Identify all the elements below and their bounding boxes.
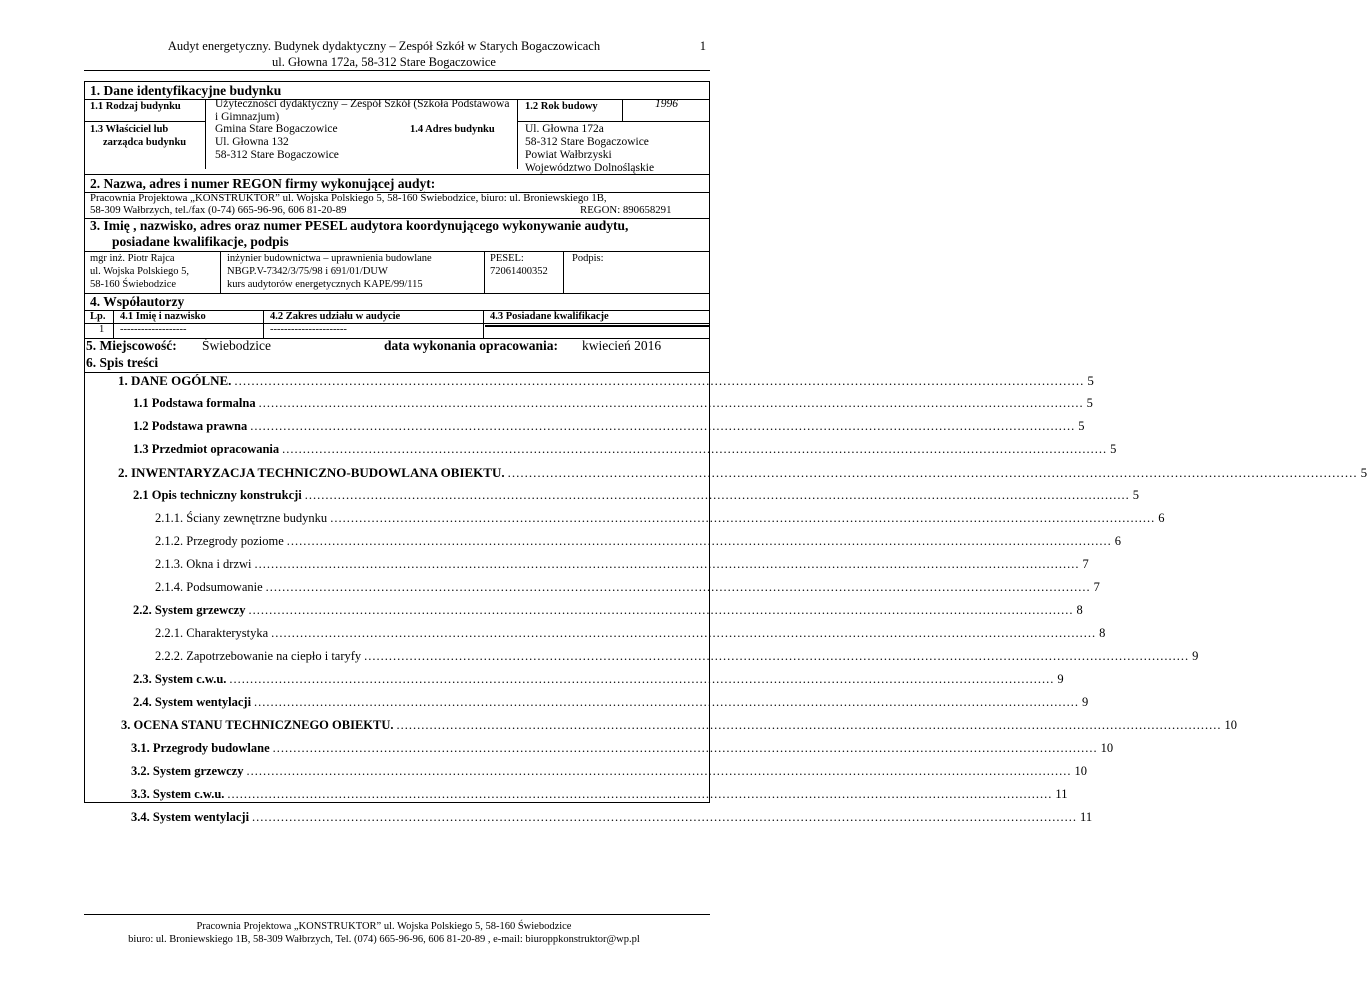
toc-leader: ........................................................................................................................................................................................................ [396, 718, 1222, 732]
toc-page: 5 [1087, 373, 1094, 388]
toc-page: 8 [1099, 626, 1106, 640]
toc-leader: ........................................................................................................................................................................................................ [282, 442, 1108, 456]
auditor-address-1: ul. Wojska Polskiego 5, [90, 266, 190, 277]
toc-row[interactable] [155, 557, 1089, 572]
toc-leader: ........................................................................................................................................................................................................ [248, 603, 1074, 617]
row-name: ------------------- [120, 324, 187, 335]
toc-row[interactable] [118, 465, 1367, 481]
toc-page: 10 [1224, 718, 1238, 732]
toc-label: 2.2.1. Charakterystyka [155, 626, 269, 640]
adres-label: 1.4 Adres budynku [410, 124, 495, 135]
toc-page: 7 [1093, 580, 1100, 594]
toc-row[interactable] [133, 603, 1083, 618]
section-3-title-1: 3. Imię , nazwisko, adres oraz numer PESEL audytora koordynującego wykonywanie audytu, [90, 218, 629, 233]
toc-label: 2.2.2. Zapotrzebowanie na ciepło i taryfy [155, 649, 362, 663]
toc-row[interactable] [131, 810, 1093, 825]
toc-row[interactable] [155, 534, 1122, 549]
toc-row[interactable] [133, 419, 1085, 434]
divider [484, 251, 485, 293]
toc-row[interactable] [131, 764, 1087, 779]
header-rule [84, 70, 710, 71]
toc-leader: ........................................................................................................................................................................................................ [227, 787, 1053, 801]
toc-page: 6 [1114, 534, 1122, 548]
toc-leader: ........................................................................................................................................................................................................ [258, 396, 1084, 410]
divider [220, 251, 221, 293]
toc-label: 2. INWENTARYZACJA TECHNICZNO-BUDOWLANA OBIEKTU. [118, 465, 505, 480]
toc-page: 11 [1055, 787, 1068, 801]
toc-leader: ........................................................................................................................................................................................................ [234, 373, 1085, 388]
toc-leader: ........................................................................................................................................................................................................ [254, 557, 1080, 571]
col-scope: 4.2 Zakres udziału w audycie [270, 311, 401, 322]
toc-leader: ........................................................................................................................................................................................................ [265, 580, 1091, 594]
rok-label: 1.2 Rok budowy [525, 101, 598, 112]
toc-row[interactable] [133, 488, 1140, 503]
auditor-name: mgr inż. Piotr Rajca [90, 253, 175, 264]
divider [483, 310, 484, 338]
page-number: 1 [699, 39, 706, 53]
toc-label: 2.1 Opis techniczny konstrukcji [133, 488, 302, 502]
qual-underline [485, 325, 709, 327]
toc-label: 2.1.2. Przegrody poziome [155, 534, 284, 548]
section-6-title: 6. Spis treści [86, 355, 159, 370]
toc-leader: ........................................................................................................................................................................................................ [271, 626, 1097, 640]
auditor-qual-1: inżynier budownictwa – uprawnienia budowlane [227, 253, 432, 264]
col-name: 4.1 Imię i nazwisko [120, 311, 206, 322]
toc-page: 9 [1082, 695, 1089, 709]
divider [84, 121, 205, 122]
rok-value: 1996 [655, 98, 678, 110]
toc-row[interactable] [133, 695, 1089, 710]
toc-leader: ........................................................................................................................................................................................................ [246, 764, 1072, 778]
header-line-2: ul. Głowna 172a, 58-312 Stare Bogaczowice [272, 55, 496, 69]
wlasciciel-label-2: zarządca budynku [103, 137, 187, 148]
toc-leader: ........................................................................................................................................................................................................ [250, 419, 1076, 433]
toc-row[interactable] [155, 511, 1165, 526]
toc-row[interactable] [133, 442, 1117, 457]
toc-leader: ........................................................................................................................................................................................................ [330, 511, 1156, 525]
toc-leader: ........................................................................................................................................................................................................ [364, 649, 1190, 663]
toc-row[interactable] [155, 626, 1106, 641]
section-1-title: 1. Dane identyfikacyjne budynku [90, 83, 282, 98]
podpis-label: Podpis: [572, 253, 604, 264]
toc-page: 7 [1082, 557, 1089, 571]
rodzaj-value-2: i Gimnazjum) [215, 111, 280, 123]
toc-row[interactable] [155, 580, 1100, 595]
toc-page: 8 [1076, 603, 1083, 617]
toc-page: 10 [1074, 764, 1087, 778]
divider [517, 99, 518, 169]
col-lp: Lp. [90, 311, 106, 322]
toc-label: 3.4. System wentylacji [131, 810, 250, 824]
toc-page: 10 [1100, 741, 1114, 755]
toc-row[interactable] [133, 672, 1064, 687]
footer-rule [84, 914, 710, 915]
auditor-qual-2: NBGP.V-7342/3/75/98 i 691/01/DUW [227, 266, 388, 277]
row-scope: ---------------------- [270, 324, 347, 335]
toc-leader: ........................................................................................................................................................................................................ [254, 695, 1080, 709]
divider [205, 99, 206, 169]
date-value: kwiecień 2016 [582, 338, 662, 353]
rodzaj-label: 1.1 Rodzaj budynku [90, 101, 181, 112]
auditor-qual-3: kurs audytorów energetycznych KAPE/99/115 [227, 279, 423, 290]
page-header [0, 38, 768, 70]
toc-page: 5 [1086, 396, 1093, 410]
section-3-title-2: posiadane kwalifikacje, podpis [112, 234, 289, 249]
auditor-address-2: 58-160 Świebodzice [90, 279, 177, 290]
toc-row[interactable] [121, 718, 1238, 733]
toc-label: 3.2. System grzewczy [131, 764, 244, 778]
toc-page: 9 [1057, 672, 1064, 686]
toc-label: 1.3 Przedmiot opracowania [133, 442, 280, 456]
pesel-value: 72061400352 [490, 266, 548, 277]
toc-row[interactable] [131, 741, 1114, 756]
divider [263, 310, 264, 338]
toc-leader: ........................................................................................................................................................................................................ [272, 741, 1098, 755]
wlasciciel-value-2: Ul. Głowna 132 [215, 136, 289, 148]
toc-label: 2.1.3. Okna i drzwi [155, 557, 252, 571]
wlasciciel-label-1: 1.3 Właściciel lub [90, 124, 169, 135]
divider [622, 99, 623, 121]
adres-value-2: 58-312 Stare Bogaczowice [525, 136, 649, 148]
toc-label: 1.2 Podstawa prawna [133, 419, 248, 433]
divider [113, 310, 114, 338]
toc-label: 1. DANE OGÓLNE. [118, 373, 232, 388]
adres-value-1: Ul. Głowna 172a [525, 123, 604, 135]
toc-page: 6 [1158, 511, 1165, 525]
page-footer [0, 920, 768, 946]
toc-label: 3.3. System c.w.u. [131, 787, 225, 801]
toc-label: 1.1 Podstawa formalna [133, 396, 256, 410]
footer-line-1: Pracownia Projektowa „KONSTRUKTOR” ul. Wojska Polskiego 5, 58-160 Świebodzice [196, 921, 572, 932]
toc-page: 5 [1132, 488, 1140, 502]
header-line-1: Audyt energetyczny. Budynek dydaktyczny – Zespół Szkół w Starych Bogaczowicach [167, 39, 601, 53]
toc-label: 2.1.1. Ściany zewnętrzne budynku [155, 511, 328, 525]
divider [517, 121, 709, 122]
toc-row[interactable] [118, 373, 1094, 389]
firm-line-2: 58-309 Wałbrzych, tel./fax (0-74) 665-96-96, 606 81-20-89 [90, 204, 347, 216]
firm-line-1: Pracownia Projektowa „KONSTRUKTOR” ul. Wojska Polskiego 5, 58-160 Świebodzice, biuro: ul. Broniewskiego 1B, [90, 192, 607, 204]
divider [84, 251, 709, 252]
toc-leader: ........................................................................................................................................................................................................ [507, 465, 1358, 480]
toc-leader: ........................................................................................................................................................................................................ [304, 488, 1130, 502]
toc-label: 3.1. Przegrody budowlane [131, 741, 270, 755]
section-2-title: 2. Nazwa, adres i numer REGON firmy wykonującej audyt: [90, 176, 436, 191]
toc-page: 5 [1360, 465, 1367, 480]
wlasciciel-value-1: Gmina Stare Bogaczowice [215, 123, 338, 135]
toc-row[interactable] [155, 649, 1199, 664]
toc-page: 5 [1078, 419, 1085, 433]
pesel-label: PESEL: [490, 253, 524, 264]
section-4-title: 4. Współautorzy [90, 294, 185, 309]
row-lp: 1 [99, 324, 105, 335]
toc-label: 2.2. System grzewczy [133, 603, 246, 617]
divider [563, 251, 564, 293]
firm-regon: REGON: 890658291 [580, 204, 672, 216]
divider [84, 174, 709, 175]
toc-row[interactable] [131, 787, 1068, 802]
toc-label: 2.3. System c.w.u. [133, 672, 227, 686]
rodzaj-value-1: Użyteczności dydaktyczny – Zespół Szkół (Szkoła Podstawowa [215, 98, 510, 110]
toc-label: 2.1.4. Podsumowanie [155, 580, 263, 594]
toc-label: 2.4. System wentylacji [133, 695, 252, 709]
date-label: data wykonania opracowania: [384, 338, 559, 353]
section-5-label: 5. Miejscowość: [86, 338, 177, 353]
toc-page: 11 [1080, 810, 1093, 824]
toc-page: 9 [1192, 649, 1199, 663]
toc-leader: ........................................................................................................................................................................................................ [252, 810, 1078, 824]
place-value: Świebodzice [202, 338, 271, 353]
wlasciciel-value-3: 58-312 Stare Bogaczowice [215, 149, 339, 161]
footer-line-2: biuro: ul. Broniewskiego 1B, 58-309 Wałbrzych, Tel. (074) 665-96-96, 606 81-20-89 , e-mail: biuroppkonstruktor@wp.pl [128, 934, 640, 945]
toc-row[interactable] [133, 396, 1093, 411]
toc-leader: ........................................................................................................................................................................................................ [286, 534, 1112, 548]
adres-value-4: Województwo Dolnośląskie [525, 162, 655, 174]
adres-value-3: Powiat Wałbrzyski [525, 149, 612, 161]
col-qual: 4.3 Posiadane kwalifikacje [490, 311, 609, 322]
toc-leader: ........................................................................................................................................................................................................ [229, 672, 1055, 686]
toc-page: 5 [1110, 442, 1117, 456]
toc-label: 3. OCENA STANU TECHNICZNEGO OBIEKTU. [121, 718, 394, 732]
